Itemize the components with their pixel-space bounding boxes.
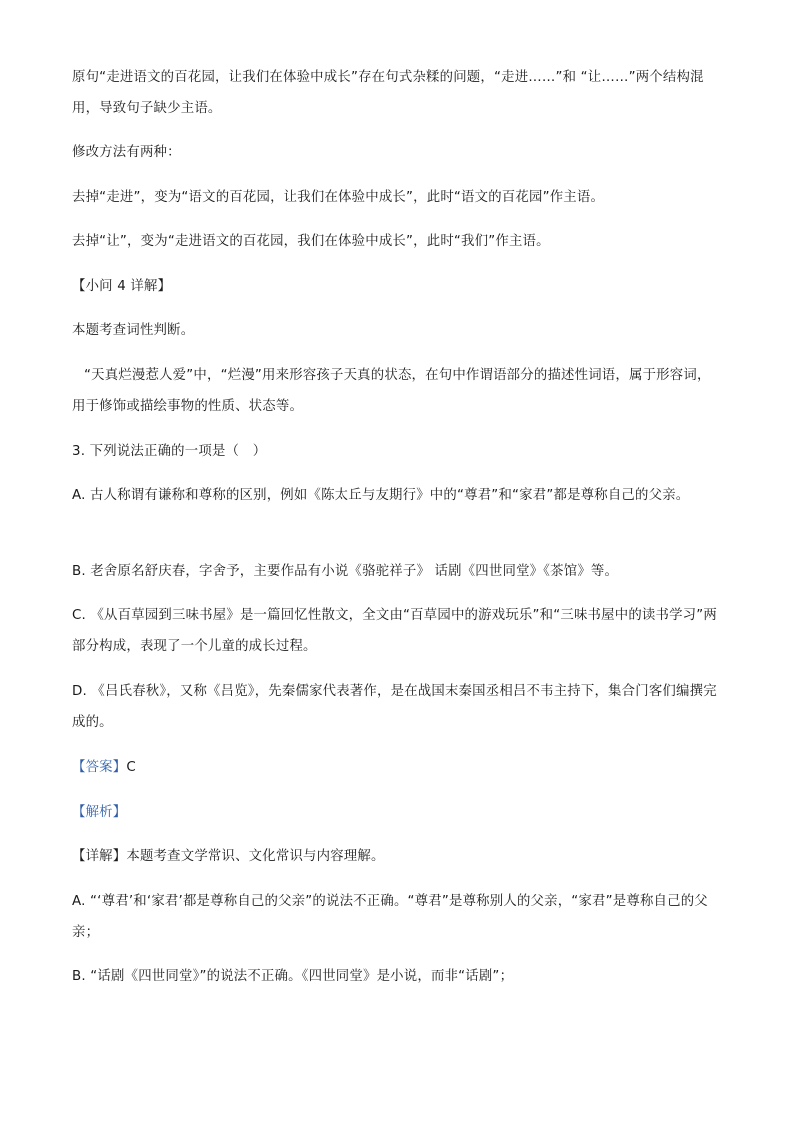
answer-value: C	[126, 760, 136, 775]
option-d: D. 《吕氏春秋》，又称《吕览》，先秦儒家代表著作，是在战国末秦国丞相吕不韦主持下，集合门客们编撰完成的。	[72, 684, 717, 730]
paragraph-word-class-topic: 本题考查词性判断。	[72, 323, 195, 338]
paragraph-fix-method-2: 去掉“让”，变为“走进语文的百花园，我们在体验中成长”，此时“我们”作主语。	[72, 234, 550, 249]
explanation-a: A. “‘尊君’和‘家君’都是尊称自己的父亲”的说法不正确。“尊君”是尊称别人的父亲，“家君”是尊称自己的父亲；	[72, 894, 708, 940]
question-3-stem: 3. 下列说法正确的一项是（ ）	[72, 444, 267, 459]
answer-tag: 【答案】	[72, 760, 127, 775]
option-c: C. 《从百草园到三味书屋》是一篇回忆性散文，全文由“百草园中的游戏玩乐”和“三味书屋中的读书学习”两部分构成，表现了一个儿童的成长过程。	[72, 608, 717, 654]
explanation-b: B. “话剧《四世同堂》”的说法不正确。《四世同堂》是小说，而非“话剧”；	[72, 969, 514, 984]
subquestion-4-detail-heading: 【小问 4 详解】	[72, 279, 172, 294]
paragraph-fix-method-1: 去掉“走进”，变为“语文的百花园，让我们在体验中成长”，此时“语文的百花园”作主语。	[72, 190, 605, 205]
option-a: A. 古人称谓有谦称和尊称的区别，例如《陈太丘与友期行》中的“尊君”和“家君”都是尊称自己的父亲。	[72, 488, 690, 503]
option-b: B. 老舍原名舒庆春，字舍予，主要作品有小说《骆驼祥子》 话剧《四世同堂》《茶馆》等。	[72, 564, 619, 579]
answer-line	[72, 752, 722, 783]
paragraph-fix-methods-intro: 修改方法有两种：	[72, 145, 181, 160]
detail-heading: 【详解】本题考查文学常识、文化常识与内容理解。	[72, 849, 385, 864]
paragraph-original-sentence: 原句“走进语文的百花园，让我们在体验中成长”存在句式杂糅的问题，“走进……”和 “让……”两个结构混用，导致句子缺少主语。	[72, 70, 704, 116]
analysis-tag: 【解析】	[72, 805, 127, 820]
paragraph-word-class-explanation: “天真烂漫惹人爱”中，“烂漫”用来形容孩子天真的状态，在句中作谓语部分的描述性词语，属于形容词，用于修饰或描绘事物的性质、状态等。	[72, 368, 711, 414]
